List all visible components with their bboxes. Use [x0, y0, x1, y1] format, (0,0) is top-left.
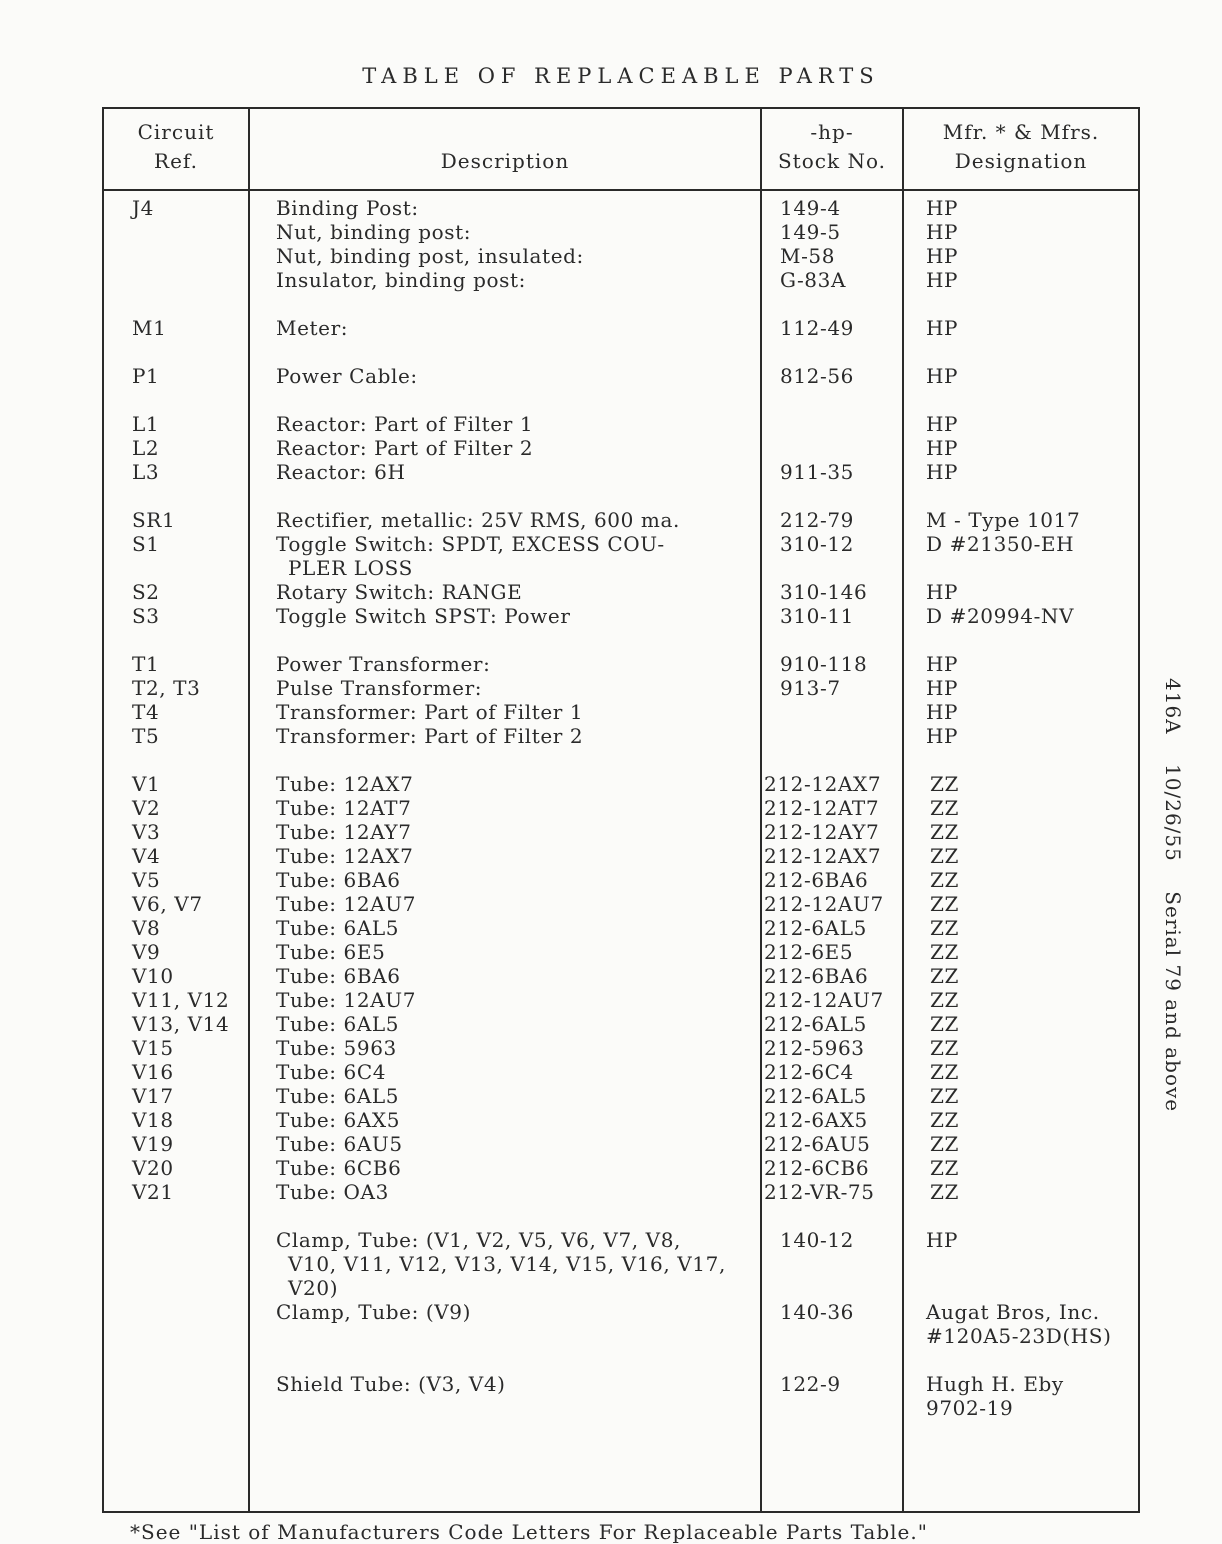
table-row — [104, 364, 1138, 388]
circuit-ref: T4 — [132, 700, 160, 724]
circuit-ref — [104, 268, 250, 292]
table-row — [104, 1324, 1138, 1348]
table-row — [104, 1180, 1138, 1204]
description: Tube: 6C4 — [276, 1060, 387, 1084]
table-row — [104, 1108, 1138, 1132]
stock-no: 122-9 — [780, 1372, 841, 1396]
stock-no: G-83A — [780, 268, 846, 292]
circuit-ref: V3 — [132, 820, 161, 844]
stock-no: 212-6BA6 — [764, 964, 869, 988]
table-row — [104, 1300, 1138, 1324]
circuit-ref: V8 — [132, 916, 161, 940]
circuit-ref: V16 — [132, 1060, 174, 1084]
mfr-designation: ZZ — [930, 988, 959, 1012]
stock-no: 140-12 — [780, 1228, 854, 1252]
stock-no: 212-6C4 — [764, 1060, 854, 1084]
mfr-designation — [904, 1252, 1138, 1276]
mfr-designation: M - Type 1017 — [926, 508, 1081, 532]
header-mfr — [904, 118, 1138, 176]
description: Tube: 12AY7 — [276, 820, 412, 844]
table-row — [104, 892, 1138, 916]
table-row — [104, 1060, 1138, 1084]
mfr-designation: HP — [926, 652, 959, 676]
description: Power Transformer: — [276, 652, 491, 676]
mfr-designation: #120A5-23D(HS) — [926, 1324, 1112, 1348]
table-row — [104, 940, 1138, 964]
mfr-designation: HP — [926, 460, 959, 484]
mfr-designation: ZZ — [930, 1012, 959, 1036]
table-row — [104, 676, 1138, 700]
circuit-ref — [104, 1252, 250, 1276]
description: Nut, binding post, insulated: — [276, 244, 584, 268]
circuit-ref: V11, V12 — [132, 988, 230, 1012]
table-row — [104, 988, 1138, 1012]
mfr-designation: HP — [926, 412, 959, 436]
description: Tube: 6AL5 — [276, 1012, 400, 1036]
table-row — [104, 1252, 1138, 1276]
table-row — [104, 604, 1138, 628]
stock-no: 310-146 — [780, 580, 868, 604]
mfr-designation: HP — [926, 676, 959, 700]
stock-no: 212-6E5 — [764, 940, 854, 964]
table-row — [104, 244, 1138, 268]
circuit-ref: V6, V7 — [132, 892, 203, 916]
circuit-ref: V15 — [132, 1036, 174, 1060]
description: Meter: — [276, 316, 349, 340]
header-circuit-ref-line2: Ref. — [154, 149, 198, 173]
stock-no: 112-49 — [780, 316, 854, 340]
stock-no: 140-36 — [780, 1300, 854, 1324]
stock-no: 212-VR-75 — [764, 1180, 875, 1204]
table-row — [104, 868, 1138, 892]
table-row — [104, 964, 1138, 988]
circuit-ref: T2, T3 — [132, 676, 201, 700]
mfr-designation: ZZ — [930, 892, 959, 916]
circuit-ref — [104, 556, 250, 580]
mfr-designation: 9702-19 — [926, 1396, 1014, 1420]
table-row — [104, 724, 1138, 748]
circuit-ref: V2 — [132, 796, 161, 820]
mfr-designation: D #21350-EH — [926, 532, 1075, 556]
description: V20) — [288, 1276, 339, 1300]
description: Tube: 6BA6 — [276, 868, 401, 892]
description: Tube: 6AX5 — [276, 1108, 401, 1132]
mfr-designation: ZZ — [930, 772, 959, 796]
table-row — [104, 1372, 1138, 1396]
description: Tube: 6AL5 — [276, 916, 400, 940]
description: Tube: 5963 — [276, 1036, 397, 1060]
table-row — [104, 916, 1138, 940]
mfr-designation: HP — [926, 268, 959, 292]
stock-no: 212-79 — [780, 508, 854, 532]
description: Shield Tube: (V3, V4) — [276, 1372, 506, 1396]
table-row — [104, 268, 1138, 292]
footnote: *See "List of Manufacturers Code Letters For Replaceable Parts Table." — [130, 1520, 928, 1544]
mfr-designation: ZZ — [930, 1084, 959, 1108]
mfr-designation: ZZ — [930, 1156, 959, 1180]
header-circuit-ref-line1: Circuit — [137, 120, 215, 144]
description: Tube: 12AU7 — [276, 988, 417, 1012]
stock-no: 212-12AY7 — [764, 820, 880, 844]
stock-no: 212-12AX7 — [764, 844, 882, 868]
table-row — [104, 316, 1138, 340]
table-row — [104, 1228, 1138, 1252]
table-row — [104, 1276, 1138, 1300]
table-row — [104, 1084, 1138, 1108]
circuit-ref: S1 — [132, 532, 160, 556]
mfr-designation: HP — [926, 364, 959, 388]
mfr-designation: ZZ — [930, 964, 959, 988]
stock-no — [762, 412, 904, 436]
circuit-ref: L2 — [132, 436, 160, 460]
description: Clamp, Tube: (V9) — [276, 1300, 472, 1324]
stock-no: 212-6CB6 — [764, 1156, 870, 1180]
circuit-ref: V19 — [132, 1132, 174, 1156]
table-body — [104, 196, 1138, 1420]
circuit-ref: V13, V14 — [132, 1012, 230, 1036]
description: Rotary Switch: RANGE — [276, 580, 523, 604]
circuit-ref: L1 — [132, 412, 160, 436]
stock-no: 149-5 — [780, 220, 841, 244]
table-row — [104, 700, 1138, 724]
header-stock-line1: -hp- — [810, 120, 854, 144]
circuit-ref: V18 — [132, 1108, 174, 1132]
circuit-ref: V20 — [132, 1156, 174, 1180]
header-description: Description — [440, 149, 570, 173]
stock-no — [762, 724, 904, 748]
table-row — [104, 532, 1138, 556]
circuit-ref — [104, 220, 250, 244]
stock-no: 212-6AL5 — [764, 1084, 867, 1108]
mfr-designation: ZZ — [930, 1036, 959, 1060]
header-mfr-line1: Mfr. * & Mfrs. — [942, 120, 1100, 144]
table-row — [104, 1396, 1138, 1420]
mfr-designation: ZZ — [930, 940, 959, 964]
mfr-designation — [904, 556, 1138, 580]
description — [250, 1396, 762, 1420]
mfr-designation: HP — [926, 700, 959, 724]
mfr-designation: ZZ — [930, 916, 959, 940]
mfr-designation: HP — [926, 196, 959, 220]
mfr-designation: HP — [926, 436, 959, 460]
header-stock-no — [762, 118, 902, 176]
circuit-ref: T1 — [132, 652, 160, 676]
table-row — [104, 820, 1138, 844]
table-row — [104, 796, 1138, 820]
description: Transformer: Part of Filter 1 — [276, 700, 584, 724]
header-stock-line2: Stock No. — [777, 149, 886, 173]
circuit-ref — [104, 1228, 250, 1252]
description: Tube: OA3 — [276, 1180, 389, 1204]
stock-no: 212-6AL5 — [764, 916, 867, 940]
stock-no: 212-6AX5 — [764, 1108, 868, 1132]
table-row — [104, 460, 1138, 484]
mfr-designation: HP — [926, 220, 959, 244]
description: Reactor: Part of Filter 1 — [276, 412, 534, 436]
mfr-designation: HP — [926, 580, 959, 604]
description: Tube: 6E5 — [276, 940, 386, 964]
stock-no: 149-4 — [780, 196, 841, 220]
table-row — [104, 1156, 1138, 1180]
description: PLER LOSS — [288, 556, 413, 580]
description: Transformer: Part of Filter 2 — [276, 724, 584, 748]
stock-no: 212-5963 — [764, 1036, 865, 1060]
circuit-ref: S3 — [132, 604, 160, 628]
description: Tube: 6CB6 — [276, 1156, 402, 1180]
table-row — [104, 436, 1138, 460]
description: Tube: 12AX7 — [276, 772, 414, 796]
stock-no: 913-7 — [780, 676, 841, 700]
description: Clamp, Tube: (V1, V2, V5, V6, V7, V8, — [276, 1228, 682, 1252]
mfr-designation: HP — [926, 244, 959, 268]
description: Reactor: 6H — [276, 460, 406, 484]
stock-no: 310-12 — [780, 532, 854, 556]
table-row — [104, 652, 1138, 676]
table-row — [104, 580, 1138, 604]
table-row — [104, 844, 1138, 868]
mfr-designation — [904, 1276, 1138, 1300]
description: Tube: 6AL5 — [276, 1084, 400, 1108]
circuit-ref: V21 — [132, 1180, 174, 1204]
circuit-ref: V17 — [132, 1084, 174, 1108]
description: V10, V11, V12, V13, V14, V15, V16, V17, — [288, 1252, 726, 1276]
circuit-ref: P1 — [132, 364, 160, 388]
circuit-ref: V4 — [132, 844, 161, 868]
circuit-ref: V9 — [132, 940, 161, 964]
stock-no: 212-6BA6 — [764, 868, 869, 892]
stock-no: 212-6AL5 — [764, 1012, 867, 1036]
description: Pulse Transformer: — [276, 676, 483, 700]
circuit-ref: T5 — [132, 724, 160, 748]
stock-no: M-58 — [780, 244, 836, 268]
circuit-ref: L3 — [132, 460, 160, 484]
description: Tube: 12AX7 — [276, 844, 414, 868]
description: Toggle Switch SPST: Power — [276, 604, 571, 628]
stock-no: 911-35 — [780, 460, 854, 484]
stock-no: 310-11 — [780, 604, 854, 628]
table-row — [104, 772, 1138, 796]
circuit-ref: V1 — [132, 772, 161, 796]
circuit-ref: M1 — [132, 316, 167, 340]
table-row — [104, 1012, 1138, 1036]
table-row — [104, 412, 1138, 436]
mfr-designation: Hugh H. Eby — [926, 1372, 1064, 1396]
stock-no: 212-6AU5 — [764, 1132, 871, 1156]
stock-no: 910-118 — [780, 652, 868, 676]
table-row — [104, 220, 1138, 244]
table-row — [104, 1036, 1138, 1060]
stock-no — [762, 1324, 904, 1348]
description — [250, 1324, 762, 1348]
stock-no: 812-56 — [780, 364, 854, 388]
circuit-ref — [104, 244, 250, 268]
mfr-designation: HP — [926, 1228, 959, 1252]
header-mfr-line2: Designation — [954, 149, 1088, 173]
description: Tube: 12AU7 — [276, 892, 417, 916]
stock-no: 212-12AU7 — [764, 892, 884, 916]
mfr-designation: D #20994-NV — [926, 604, 1075, 628]
mfr-designation: ZZ — [930, 1060, 959, 1084]
stock-no — [762, 1396, 904, 1420]
page-title: TABLE OF REPLACEABLE PARTS — [362, 64, 880, 88]
description: Rectifier, metallic: 25V RMS, 600 ma. — [276, 508, 680, 532]
table-row — [104, 196, 1138, 220]
description: Reactor: Part of Filter 2 — [276, 436, 534, 460]
description: Toggle Switch: SPDT, EXCESS COU- — [276, 532, 665, 556]
stock-no: 212-12AX7 — [764, 772, 882, 796]
mfr-designation: ZZ — [930, 1180, 959, 1204]
mfr-designation: ZZ — [930, 868, 959, 892]
circuit-ref — [104, 1372, 250, 1396]
mfr-designation: Augat Bros, Inc. — [926, 1300, 1100, 1324]
mfr-designation: ZZ — [930, 820, 959, 844]
header-circuit-ref — [104, 118, 248, 176]
mfr-designation: ZZ — [930, 1108, 959, 1132]
table-row — [104, 1132, 1138, 1156]
circuit-ref: V10 — [132, 964, 174, 988]
stock-no: 212-12AT7 — [764, 796, 880, 820]
stock-no — [762, 436, 904, 460]
stock-no: 212-12AU7 — [764, 988, 884, 1012]
circuit-ref: SR1 — [132, 508, 176, 532]
mfr-designation: ZZ — [930, 1132, 959, 1156]
mfr-designation: HP — [926, 724, 959, 748]
table-row — [104, 556, 1138, 580]
description: Nut, binding post: — [276, 220, 472, 244]
mfr-designation: ZZ — [930, 844, 959, 868]
mfr-designation: ZZ — [930, 796, 959, 820]
header-divider — [102, 189, 1140, 191]
stock-no — [762, 700, 904, 724]
description: Tube: 6AU5 — [276, 1132, 403, 1156]
circuit-ref: J4 — [132, 196, 154, 220]
circuit-ref: S2 — [132, 580, 160, 604]
description: Tube: 12AT7 — [276, 796, 412, 820]
description: Insulator, binding post: — [276, 268, 527, 292]
stock-no — [762, 556, 904, 580]
description: Binding Post: — [276, 196, 419, 220]
description: Power Cable: — [276, 364, 418, 388]
stock-no — [762, 1276, 904, 1300]
circuit-ref — [104, 1396, 250, 1420]
stock-no — [762, 1252, 904, 1276]
table-row — [104, 508, 1138, 532]
side-note: 416A 10/26/55 Serial 79 and above — [1161, 678, 1185, 1113]
circuit-ref: V5 — [132, 868, 161, 892]
mfr-designation: HP — [926, 316, 959, 340]
circuit-ref — [104, 1300, 250, 1324]
circuit-ref — [104, 1276, 250, 1300]
circuit-ref — [104, 1324, 250, 1348]
description: Tube: 6BA6 — [276, 964, 401, 988]
